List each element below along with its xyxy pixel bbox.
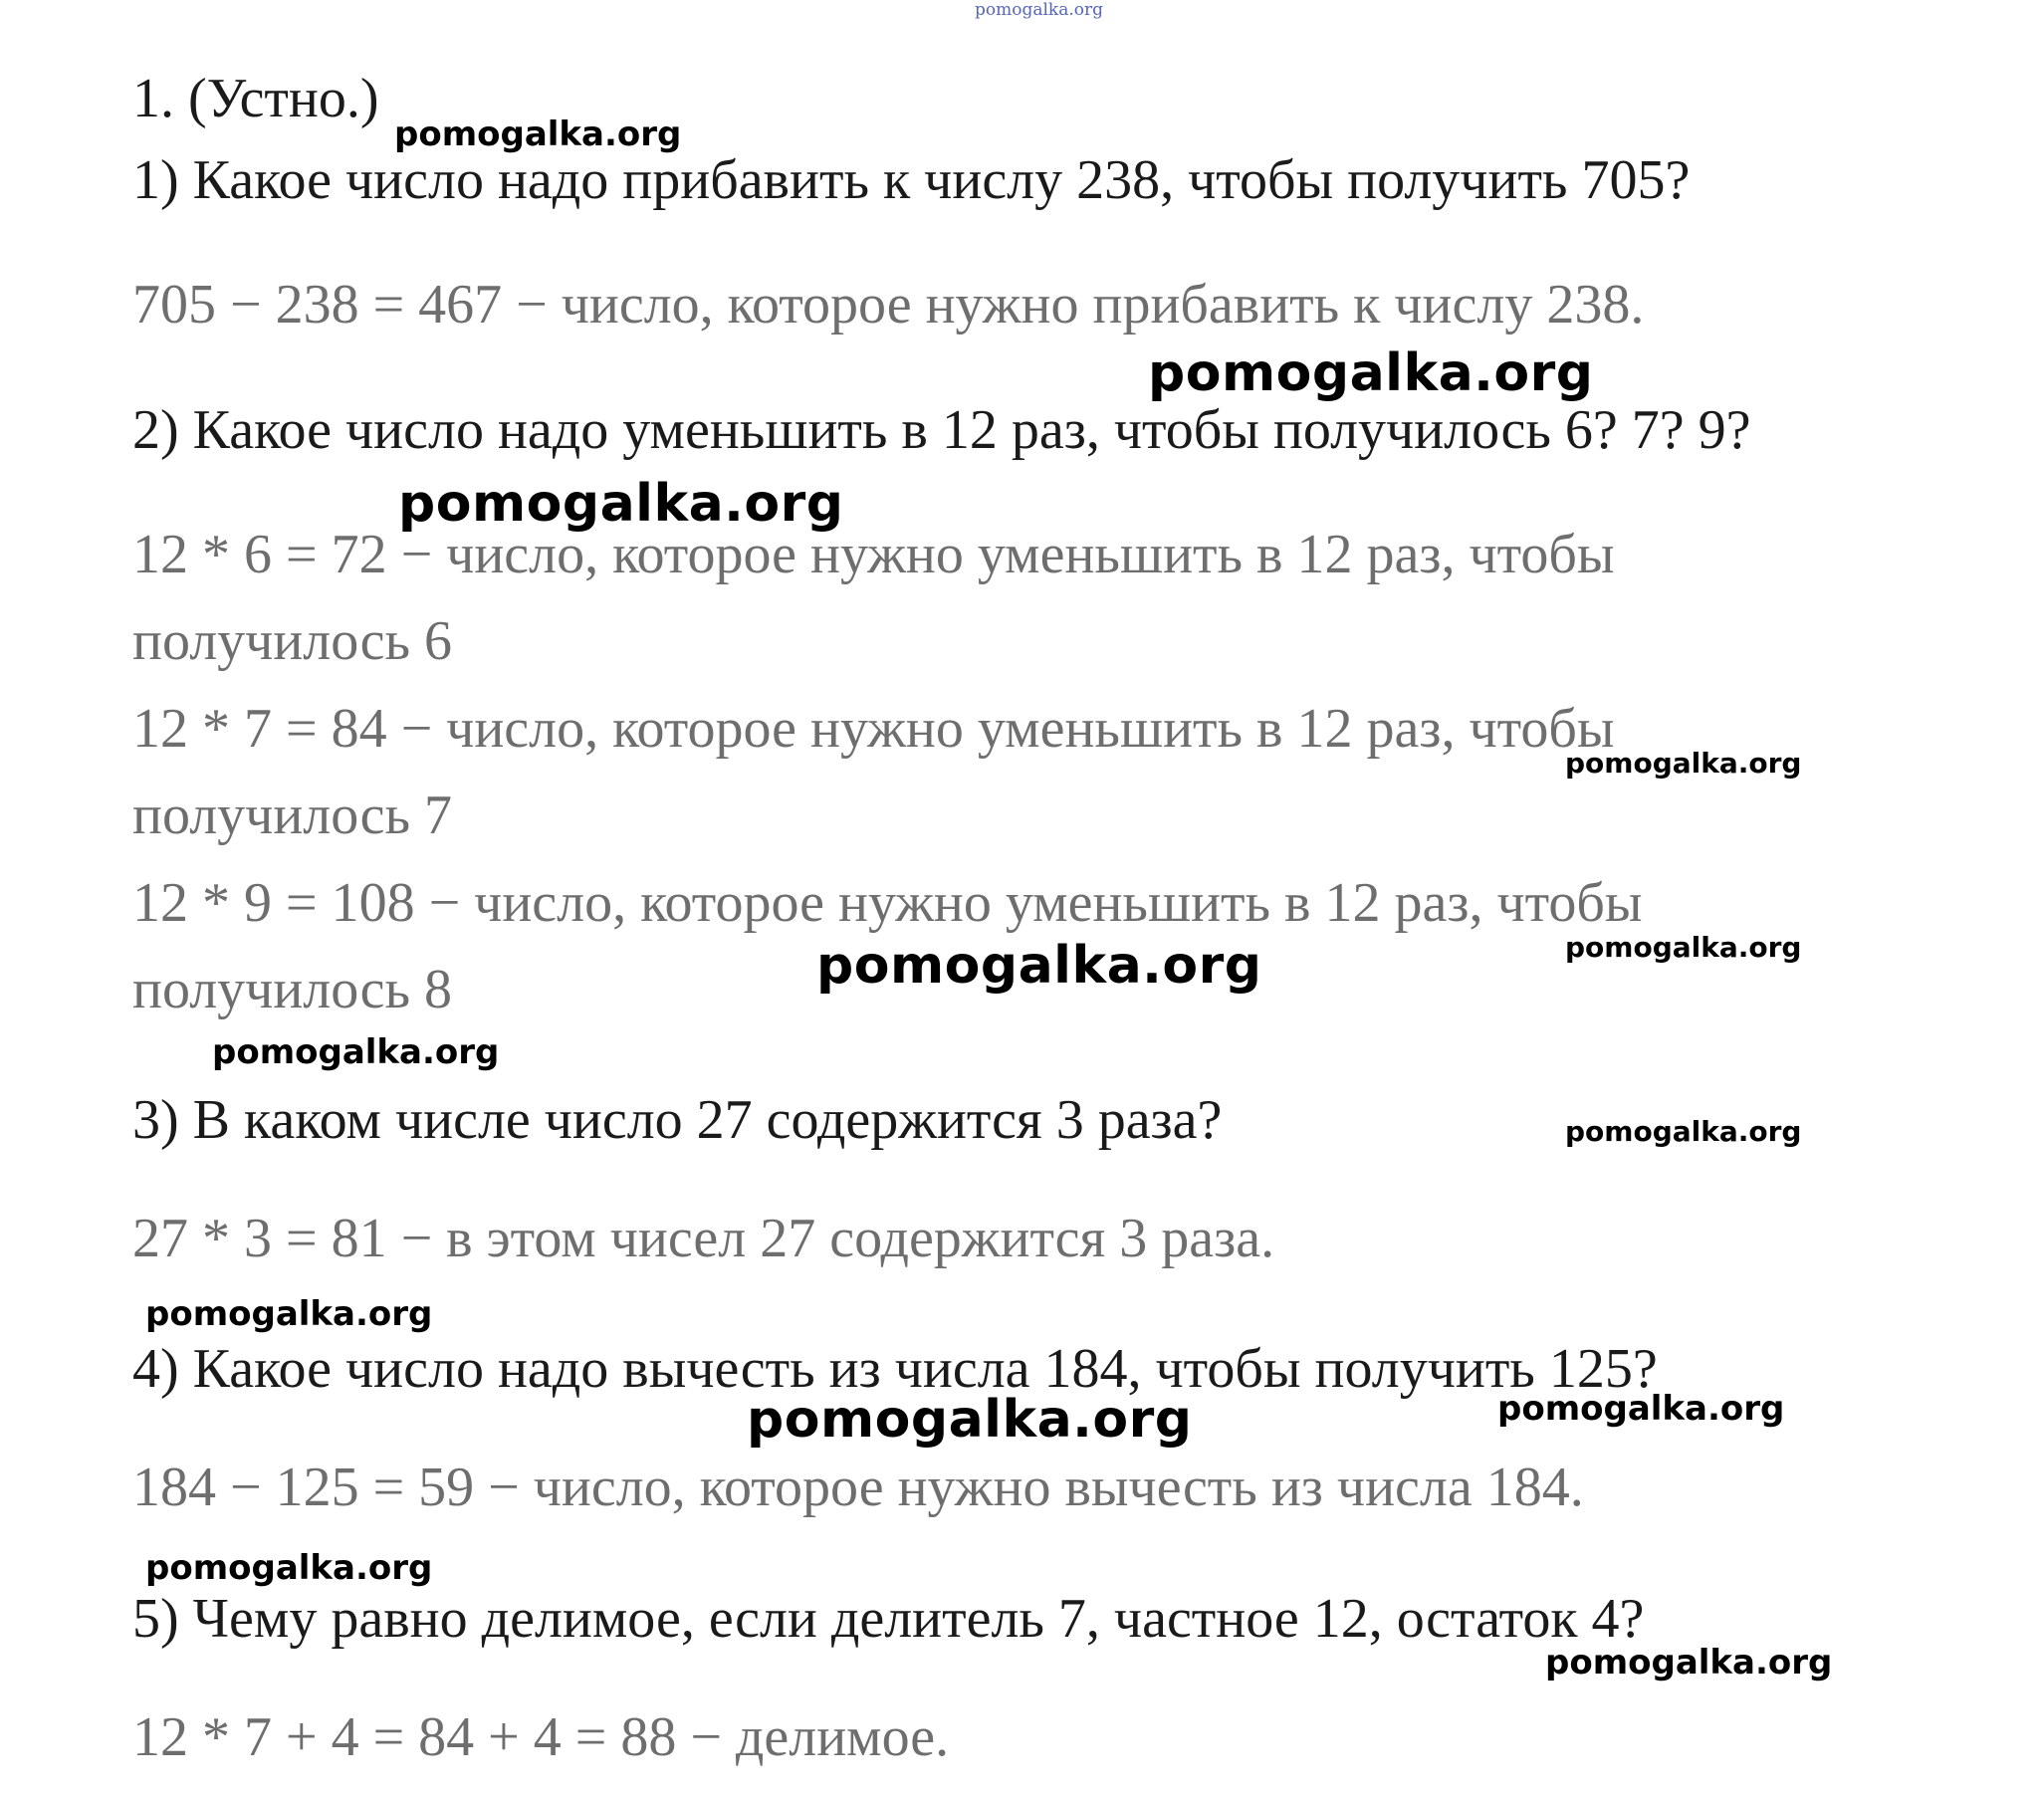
watermark: pomogalka.org xyxy=(394,114,682,154)
answer-2-line-4: получилось 7 xyxy=(132,785,453,846)
watermark: pomogalka.org xyxy=(1565,1115,1802,1148)
header-watermark: pomogalka.org xyxy=(975,0,1104,20)
answer-1-line-1: 705 − 238 = 467 − число, которое нужно прибавить к числу 238. xyxy=(132,274,1645,336)
answer-4-line-1: 184 − 125 = 59 − число, которое нужно вычесть из числа 184. xyxy=(132,1457,1584,1518)
question-3: 3) В каком числе число 27 содержится 3 раза? xyxy=(132,1089,1223,1151)
question-5: 5) Чему равно делимое, если делитель 7, частное 12, остаток 4? xyxy=(132,1588,1645,1650)
watermark: pomogalka.org xyxy=(1565,931,1802,964)
answer-2-line-1: 12 * 6 = 72 − число, которое нужно уменьшить в 12 раз, чтобы xyxy=(132,524,1615,585)
answer-2-line-6: получилось 8 xyxy=(132,959,453,1020)
watermark: pomogalka.org xyxy=(1565,747,1802,780)
answer-2-line-5: 12 * 9 = 108 − число, которое нужно уменьшить в 12 раз, чтобы xyxy=(132,872,1643,934)
question-1: 1) Какое число надо прибавить к числу 238, чтобы получить 705? xyxy=(132,149,1691,211)
answer-3-line-1: 27 * 3 = 81 − в этом чисел 27 содержится 3 раза. xyxy=(132,1208,1275,1269)
answer-2-line-2: получилось 6 xyxy=(132,610,453,672)
question-2: 2) Какое число надо уменьшить в 12 раз, чтобы получилось 6? 7? 9? xyxy=(132,399,1751,461)
watermark: pomogalka.org xyxy=(398,474,844,534)
question-4: 4) Какое число надо вычесть из числа 184, чтобы получить 125? xyxy=(132,1338,1658,1400)
answer-2-line-3: 12 * 7 = 84 − число, которое нужно уменьшить в 12 раз, чтобы xyxy=(132,698,1615,760)
watermark: pomogalka.org xyxy=(1148,343,1594,403)
watermark: pomogalka.org xyxy=(816,936,1262,996)
watermark: pomogalka.org xyxy=(145,1294,433,1334)
watermark: pomogalka.org xyxy=(1497,1389,1785,1429)
answer-5-line-1: 12 * 7 + 4 = 84 + 4 = 88 − делимое. xyxy=(132,1706,950,1768)
watermark: pomogalka.org xyxy=(145,1548,433,1588)
watermark: pomogalka.org xyxy=(1545,1643,1833,1683)
watermark: pomogalka.org xyxy=(212,1032,500,1072)
watermark: pomogalka.org xyxy=(747,1390,1193,1450)
task-title: 1. (Устно.) xyxy=(132,68,379,129)
